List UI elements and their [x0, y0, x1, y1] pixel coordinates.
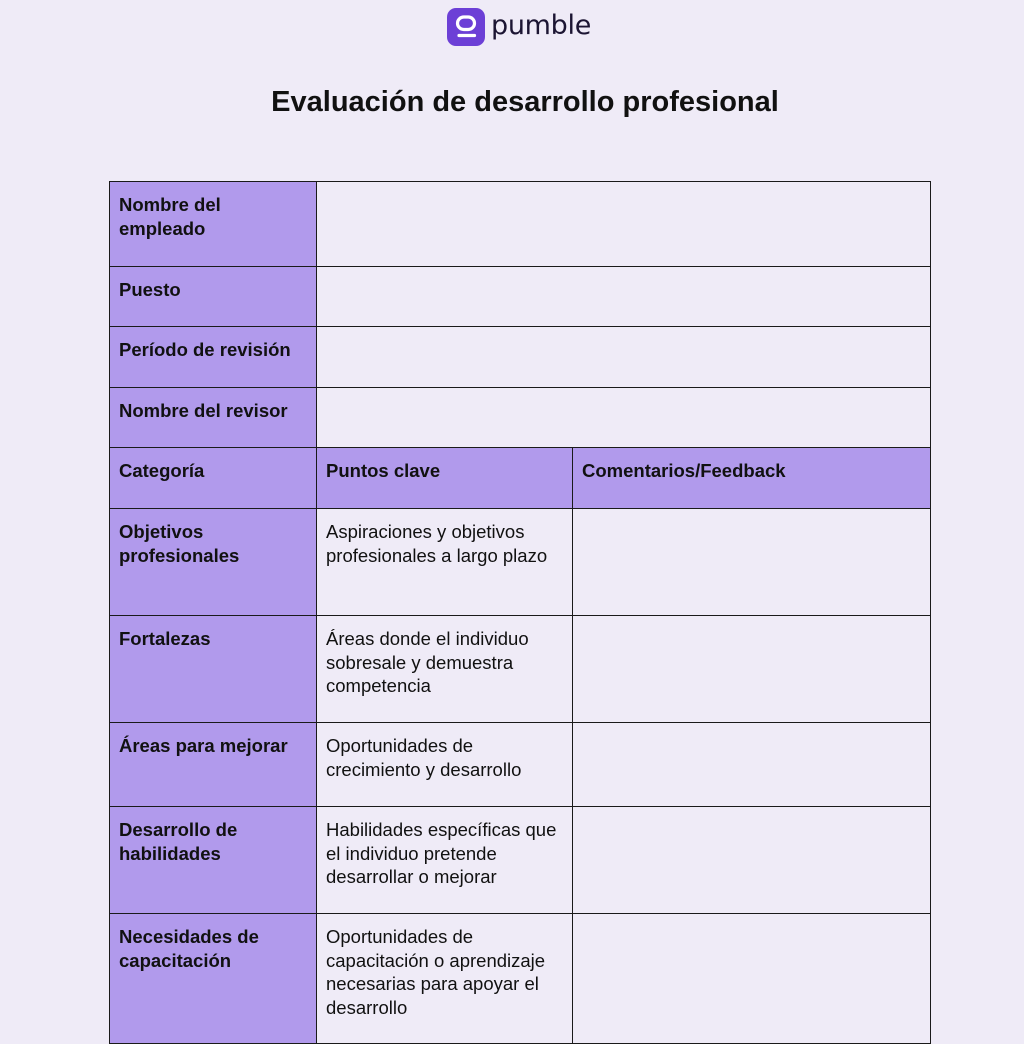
speech-bubble-logo-icon: [447, 8, 485, 46]
table-row: [110, 723, 931, 807]
info-row-reviewer-name: [110, 388, 931, 448]
table-header-row: [110, 448, 931, 509]
table-row: [110, 914, 931, 1044]
review-period-label: Período de revisión: [110, 327, 317, 388]
brand-name: pumble: [491, 10, 592, 41]
reviewer-name-field[interactable]: [317, 388, 931, 448]
table-row: [110, 509, 931, 616]
reviewer-name-label: Nombre del revisor: [110, 388, 317, 448]
development-review-table: [109, 181, 931, 1044]
key-points-cell: Aspiraciones y objetivos profesionales a largo plazo: [317, 509, 573, 616]
position-label: Puesto: [110, 267, 317, 327]
position-field[interactable]: [317, 267, 931, 327]
key-points-cell: Áreas donde el individuo sobresale y demuestra competencia: [317, 616, 573, 723]
feedback-cell[interactable]: [573, 807, 931, 914]
feedback-cell[interactable]: [573, 914, 931, 1044]
document-title: Evaluación de desarrollo profesional: [271, 86, 779, 118]
category-cell: Objetivos profesionales: [110, 509, 317, 616]
feedback-cell[interactable]: [573, 509, 931, 616]
category-cell: Fortalezas: [110, 616, 317, 723]
table-row: [110, 807, 931, 914]
column-header-category: Categoría: [110, 448, 317, 509]
employee-name-field[interactable]: [317, 182, 931, 267]
key-points-cell: Oportunidades de capacitación o aprendizaje necesarias para apoyar el desarrollo: [317, 914, 573, 1044]
feedback-cell[interactable]: [573, 616, 931, 723]
column-header-key-points: Puntos clave: [317, 448, 573, 509]
key-points-cell: Habilidades específicas que el individuo pretende desarrollar o mejorar: [317, 807, 573, 914]
column-header-feedback: Comentarios/Feedback: [573, 448, 931, 509]
employee-name-label: Nombre del empleado: [110, 182, 317, 267]
info-row-position: [110, 267, 931, 327]
info-row-review-period: [110, 327, 931, 388]
table-row: [110, 616, 931, 723]
pumble-logo: [447, 8, 591, 46]
category-cell: Áreas para mejorar: [110, 723, 317, 807]
key-points-cell: Oportunidades de crecimiento y desarrollo: [317, 723, 573, 807]
category-cell: Necesidades de capacitación: [110, 914, 317, 1044]
info-row-employee-name: [110, 182, 931, 267]
category-cell: Desarrollo de habilidades: [110, 807, 317, 914]
feedback-cell[interactable]: [573, 723, 931, 807]
review-period-field[interactable]: [317, 327, 931, 388]
